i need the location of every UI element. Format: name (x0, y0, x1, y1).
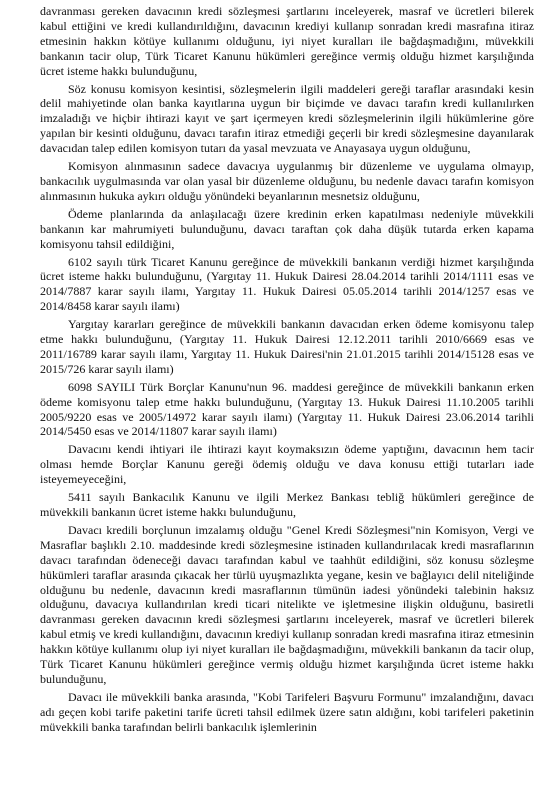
paragraph-7: 6098 SAYILI Türk Borçlar Kanunu'nun 96. maddesi gereğince de müvekkili bankanın erken ödeme komisyonu talep etme hakkı bulunduğunu, (Yargıtay 13. Hukuk Dairesi 11.10.2005 tarihli 2005/9220 esas ve 2005/14972 karar sayılı ilamı) (Yargıtay 11. Hukuk Dairesi 23.06.2014 tarihli 2014/5450 esas ve 2014/11807 karar sayılı ilamı) (40, 379, 534, 439)
paragraph-11: Davacı ile müvekkili banka arasında, "Kobi Tarifeleri Başvuru Formunu" imzalandığını, davacı adı geçen kobi tarife paketini tarife ücreti tahsil edilmek üzere satın aldığını, kobi tarifeleri paketinin müvekkili banka tarafından belirli bankacılık işlemlerinin (40, 689, 534, 734)
paragraph-10: Davacı kredili borçlunun imzalamış olduğu "Genel Kredi Sözleşmesi"nin Komisyon, Vergi ve Masraflar başlıklı 2.10. maddesinde kredi sözleşmesine istinaden kullandırılacak kredi masraflarının davacı tarafından ödeneceği davacı tarafından kabul ve taahhüt edildiğini, söz konusu sözleşme hükümleri taraflar arasında çıkacak her türlü uyuşmazlıkta yegane, kesin ve bağlayıcı delil niteliğinde olduğunu bu nedenle, davacının kredi masraflarının tümünün iadesi yönündeki talebinin haksız olduğunu, davacıya kullandırılan kredi ticari nitelikte ve işletmesine ilişkin olduğunu, basiretli davranması gereken davacının kredi sözleşmesi şartlarını inceleyerek, masraf ve ücretleri bilerek kabul etmiş ve kredi kullandığını, davacının krediyi kullanıp sonradan kredi masrafına itiraz etmesinin hakkın kötüye kullanımı olup iyi niyet kuralları ile bağdaşmadığını, müvekkili bankanın da tacir olup, Türk Ticaret Kanunu hükümleri gereğince vermiş olduğu hizmet karşılığında ücret isteme hakkı bulunduğunu, (40, 522, 534, 686)
paragraph-3: Komisyon alınmasının sadece davacıya uygulanmış bir düzenleme ve uygulama olmayıp, bankacılık uygulmasında var olan yasal bir düzenleme olduğunu, bu nedenle davacı tarafın komisyon alınmasının hukuka aykırı olduğu yönündeki beyanlarının mesnetsiz olduğunu, (40, 159, 534, 203)
paragraph-8: Davacını kendi ihtiyari ile ihtirazi kayıt koymaksızın ödeme yaptığını, davacının hem tacir olması hemde Borçlar Kanunu gereği ödemiş olduğu ve dava konusu ettiği tutarları iade isteyemeyeceğini, (40, 442, 534, 487)
paragraph-2: Söz konusu komisyon kesintisi, sözleşmelerin ilgili maddeleri gereği taraflar arasındaki kesin delil mahiyetinde olan banka kayıtlarına uygun bir biçimde ve davacı tarafın kredi kullanılırken imzaladığı ve hiçbir ihtirazi kayıt ve şart içermeyen kredi sözleşmelerinin ilgili hükümlerine göre yapılan bir kesinti olduğunu, davacı tarafın itiraz etmediği geçerli bir kredi sözleşmesine dayanılarak davacıdan talep edilen komisyon tutarı da yasal mevzuata ve Anayasaya uygun olduğunu, (40, 81, 534, 156)
paragraph-9: 5411 sayılı Bankacılık Kanunu ve ilgili Merkez Bankası tebliğ hükümleri gereğince de müvekkili bankanın ücret isteme hakkı bulunduğunu, (40, 490, 534, 519)
paragraph-6: Yargıtay kararları gereğince de müvekkili bankanın davacıdan erken ödeme komisyonu talep etme hakkı bulunduğunu, (Yargıtay 11. Hukuk Dairesi 12.12.2011 tarihli 2010/6669 esas ve 2011/16789 karar sayılı ilamı, Yargıtay 11. Hukuk Dairesi'nin 21.01.2015 tarihli 2014/15128 esas ve 2015/726 karar sayılı ilamı) (40, 317, 534, 376)
paragraph-1: davranması gereken davacının kredi sözleşmesi şartlarını inceleyerek, masraf ve ücretleri bilerek kabul ettiğini ve kredi kullandırıldığını, davacının krediyi kullanıp sonradan kredi masrafına itiraz etmesinin hakkın kötüye kullanımı olduğunu, iyi niyet kuralları ile bağdaşmadığını, müvekkili bankanın tacir olup, Türk Ticaret Kanunu hükümleri gereğince vermiş olduğu hizmet karşılığında ücret isteme hakkı bulunduğunu, (40, 4, 534, 78)
paragraph-5: 6102 sayılı türk Ticaret Kanunu gereğince de müvekkili bankanın verdiği hizmet karşılığında ücret isteme hakkı bulunduğunu, (Yargıtay 11. Hukuk Dairesi 28.04.2014 tarihli 2014/1111 esas ve 2014/7887 karar sayılı ilamı, Yargıtay 11. Hukuk Dairesi 05.05.2014 tarihli 2014/1257 esas ve 2014/8458 karar sayılı ilamı) (40, 254, 534, 314)
paragraph-4: Ödeme planlarında da anlaşılacağı üzere kredinin erken kapatılması nedeniyle müvekkili bankanın kar mahrumiyeti bulunduğunu, davacı taraftan çok daha düşük tutarda erken kapama komisyonu tahsil edildiğini, (40, 206, 534, 251)
